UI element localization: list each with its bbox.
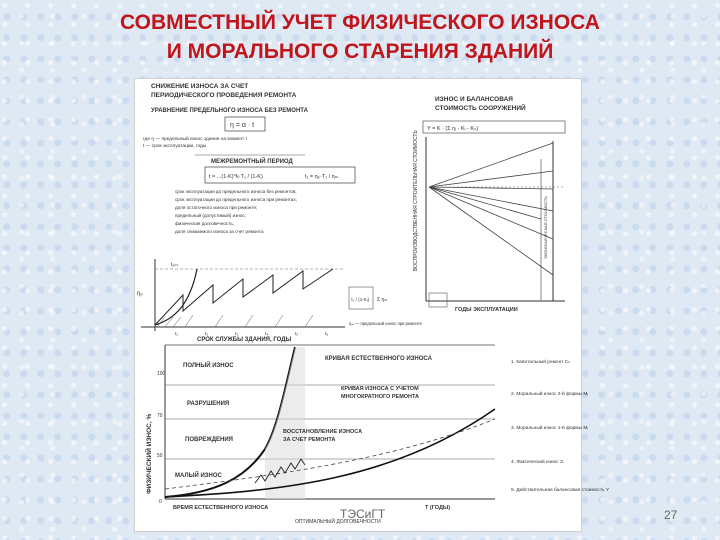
- tr-formula: Y = K · (Σ ηᵢ - Kᵢ - Kₙ): [427, 126, 479, 132]
- bot-zone-3: МАЛЫЙ ИЗНОС: [175, 473, 222, 479]
- bot-curve2-2: МНОГОКРАТНОГО РЕМОНТА: [341, 394, 420, 400]
- bot-ytick-0: 100: [157, 371, 166, 377]
- page-number: 27: [664, 508, 678, 522]
- slide-title: [0, 8, 720, 66]
- bot-restore-2: ЗА СЧЕТ РЕМОНТА: [283, 437, 336, 443]
- tl-heading1: СНИЖЕНИЕ ИЗНОСА ЗА СЧЕТ: [151, 83, 249, 90]
- bot-zone-1: РАЗРУШЕНИЯ: [187, 401, 230, 407]
- mid-note: ηₘ — предельный износ при ремонте: [349, 321, 423, 326]
- middle-chart: [137, 259, 423, 337]
- mid-sawtooth: [155, 269, 333, 325]
- mid-steep-curve: [155, 269, 197, 325]
- mid-eta: ηₒ: [137, 291, 143, 297]
- tr-x-label: ГОДЫ ЭКСПЛУАТАЦИИ: [455, 307, 518, 313]
- tl-def-4: физическая долговечность;: [175, 221, 234, 226]
- bot-legend-0: 1. Капитальный ремонт Cₖ: [511, 360, 571, 365]
- bot-x-right: T (ГОДЫ): [425, 505, 451, 511]
- bot-y-label: ФИЗИЧЕСКИЙ ИЗНОС, %: [146, 413, 153, 494]
- tr-small-box: [429, 293, 447, 307]
- scanned-figure: [134, 78, 610, 532]
- bot-ytick-1: 70: [157, 413, 163, 419]
- tr-inner-label: ЭКОНОМИЧЕСКАЯ СТОИМОСТЬ: [543, 196, 548, 259]
- mid-tick-0: t₁: [175, 332, 178, 337]
- bot-top-label: СРОК СЛУЖБЫ ЗДАНИЯ, ГОДЫ: [197, 337, 292, 343]
- tl-def-2: доля остаточного износа при ремонте;: [175, 205, 258, 210]
- tl-heading3: УРАВНЕНИЕ ПРЕДЕЛЬНОГО ИЗНОСА БЕЗ РЕМОНТА: [151, 108, 308, 114]
- bot-legend-3: 4. Фактический износ З.: [511, 460, 565, 465]
- tl-formula2-right: t₁ = ηₖ·T₁ / ηₘ: [305, 174, 339, 180]
- tl-def-1: срок эксплуатации до предельного износа при ремонтах;: [175, 197, 297, 202]
- tl-def-5: доля снижаемого износа за счет ремонта: [175, 229, 264, 234]
- tl-formula2-left: t = ...(1-K)^k·T₁ / (1-K): [209, 174, 263, 180]
- mid-frac: τ₁ / (1-Kᵢ): [351, 297, 370, 302]
- bot-legend-1: 2. Моральный износ 2-й формы Mᵢ: [511, 392, 589, 397]
- mid-tick-2: t₃: [235, 332, 239, 337]
- bot-legend-4: 5. Действительная балансовая стоимость Y: [511, 488, 610, 493]
- tr-heading1: ИЗНОС И БАЛАНСОВАЯ: [435, 96, 513, 103]
- tr-heading2: СТОИМОСТЬ СООРУЖЕНИЙ: [435, 105, 526, 112]
- bot-shade: [265, 347, 305, 499]
- top-left-block: [143, 83, 355, 234]
- tl-def-0: срок эксплуатации до предельного износа без ремонтов;: [175, 189, 297, 194]
- bot-curve1: КРИВАЯ ЕСТЕСТВЕННОГО ИЗНОСА: [325, 356, 432, 362]
- mid-t-label: tₒₖₙ: [171, 262, 179, 268]
- mid-hatch: [157, 315, 313, 327]
- bot-ytick-2: 50: [157, 453, 163, 459]
- bottom-chart: [144, 337, 610, 525]
- slide-title-line1: СОВМЕСТНЫЙ УЧЕТ ФИЗИЧЕСКОГО ИЗНОСА: [120, 11, 600, 34]
- bot-restore-1: ВОССТАНОВЛЕНИЕ ИЗНОСА: [283, 429, 363, 435]
- tl-formula1: η = α · t: [230, 122, 255, 129]
- bot-x-bottom: ОПТИМАЛЬНЫЙ ДОЛГОВЕЧНОСТИ: [295, 519, 381, 525]
- bot-zone-2: ПОВРЕЖДЕНИЯ: [185, 437, 233, 443]
- mid-tick-4: t₅: [295, 332, 299, 337]
- mid-tick-1: t₂: [205, 332, 209, 337]
- bot-repair-curve: [165, 409, 495, 497]
- tl-heading2: ПЕРИОДИЧЕСКОГО ПРОВЕДЕНИЯ РЕМОНТА: [151, 92, 297, 99]
- mid-tick-3: t₄: [265, 332, 269, 337]
- footer-org-label: ТЭСиГТ: [340, 507, 386, 521]
- tr-fan-lines: [429, 143, 553, 275]
- tr-y-label: ВОСПРОИЗВОДСТВЕННАЯ СТРОИТЕЛЬНАЯ СТОИМОСТЬ: [413, 130, 419, 271]
- top-right-chart: [413, 96, 565, 313]
- bot-legend-2: 3. Моральный износ 1-й формы Mᵢ: [511, 426, 589, 431]
- mid-tick-5: t₆: [325, 332, 329, 337]
- mid-sum: Σ ηₘ: [377, 297, 388, 303]
- tl-legend1: где η — предельный износ здания на момент t: [143, 137, 247, 142]
- figure-drawing: [135, 79, 610, 531]
- tl-heading4: МЕЖРЕМОНТНЫЙ ПЕРИОД: [211, 159, 293, 165]
- tl-legend2: t — срок эксплуатации, годы: [143, 144, 207, 149]
- bot-ytick-3: 0: [159, 499, 162, 505]
- slide-title-line2: И МОРАЛЬНОГО СТАРЕНИЯ ЗДАНИЙ: [166, 40, 554, 63]
- bot-curve2-1: КРИВАЯ ИЗНОСА С УЧЕТОМ: [341, 386, 419, 392]
- tl-def-3: предельный (допустимый) износ;: [175, 213, 246, 218]
- bot-x-left: ВРЕМЯ ЕСТЕСТВЕННОГО ИЗНОСА: [173, 505, 269, 511]
- bot-zone-0: ПОЛНЫЙ ИЗНОС: [183, 363, 234, 369]
